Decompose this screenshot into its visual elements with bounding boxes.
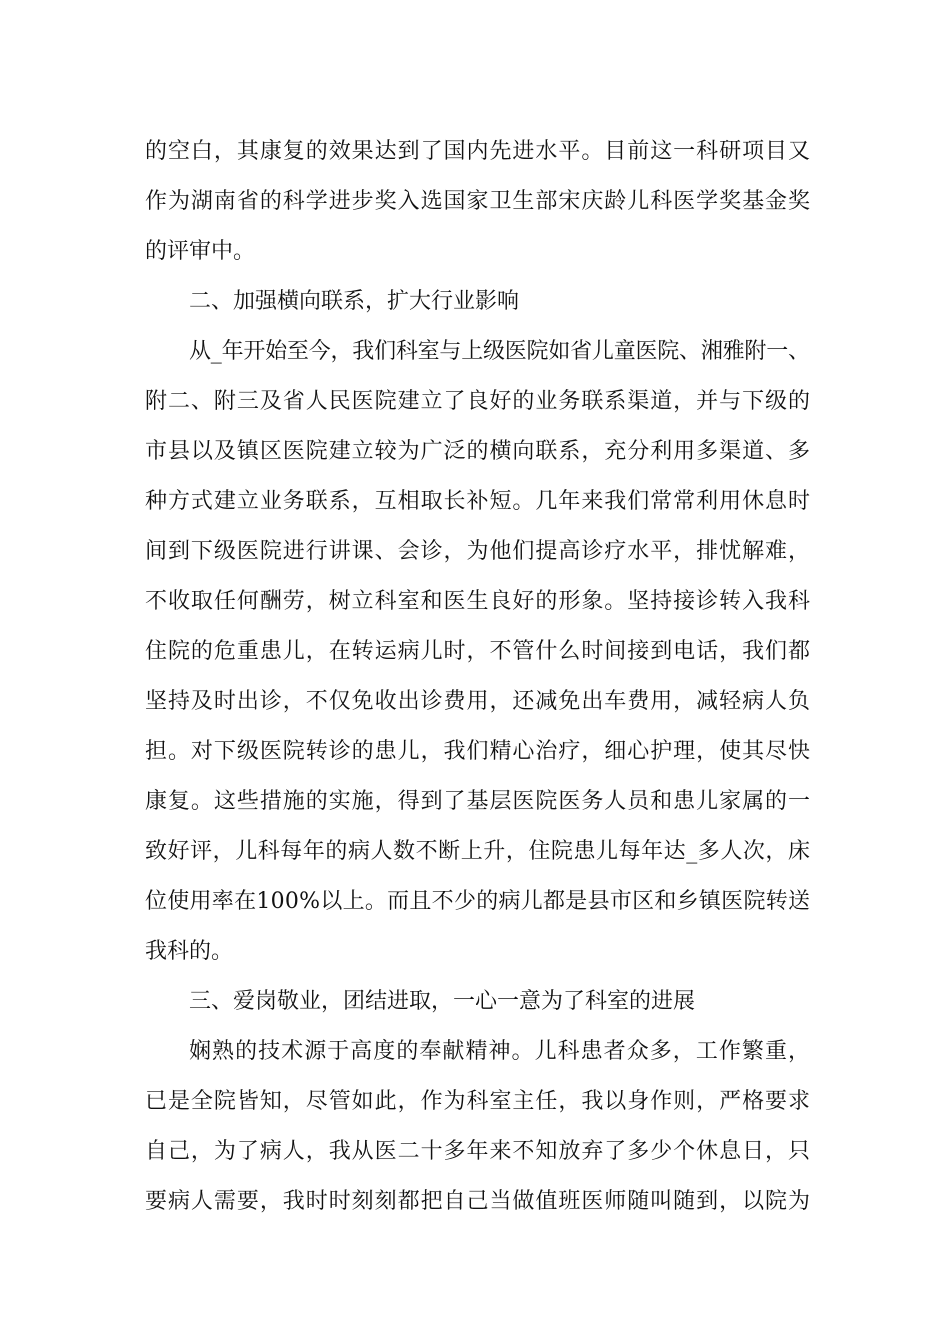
text-line-content: 担。对下级医院转诊的患儿，我们精心治疗，细心护理，使其尽快 [145,739,811,764]
text-line-content: 住院的危重患儿，在转运病儿时，不管什么时间接到电话，我们都 [145,639,811,664]
text-line-content: 三、爱岗敬业，团结进取，一心一意为了科室的进展 [189,989,696,1014]
text-line [145,127,810,177]
text-line [145,1177,810,1227]
text-line [145,177,810,227]
section-heading-line [145,277,810,327]
text-line [145,327,810,377]
text-line-content: 位使用率在100%以上。而且不少的病儿都是县市区和乡镇医院转送 [145,889,811,914]
body-text [145,127,810,1227]
text-line-content: 不收取任何酬劳，树立科室和医生良好的形象。坚持接诊转入我科 [145,589,811,614]
text-line-content: 的空白，其康复的效果达到了国内先进水平。目前这一科研项目又 [145,139,811,164]
text-line-content: 已是全院皆知，尽管如此，作为科室主任，我以身作则，严格要求 [145,1089,811,1114]
text-line-content: 附二、附三及省人民医院建立了良好的业务联系渠道，并与下级的 [145,389,811,414]
text-line [145,477,810,527]
text-line-content: 自己，为了病人，我从医二十多年来不知放弃了多少个休息日，只 [145,1139,811,1164]
text-line [145,527,810,577]
text-line-content: 坚持及时出诊，不仅免收出诊费用，还减免出车费用，减轻病人负 [145,689,811,714]
text-line [145,227,810,277]
text-line [145,777,810,827]
text-line-content: 娴熟的技术源于高度的奉献精神。儿科患者众多，工作繁重， [189,1039,812,1064]
text-line [145,577,810,627]
text-line-content: 二、加强横向联系，扩大行业影响 [189,289,520,314]
text-line [145,627,810,677]
text-line-content: 间到下级医院进行讲课、会诊，为他们提高诊疗水平，排忧解难， [145,539,811,564]
text-line [145,1127,810,1177]
text-line-content: 作为湖南省的科学进步奖入选国家卫生部宋庆龄儿科医学奖基金奖 [145,189,811,214]
text-line-content: 种方式建立业务联系，互相取长补短。几年来我们常常利用休息时 [145,489,811,514]
text-line-content: 要病人需要，我时时刻刻都把自己当做值班医师随叫随到，以院为 [145,1189,811,1214]
text-line [145,927,810,977]
section-heading-line [145,977,810,1027]
text-line [145,1027,810,1077]
text-line-content: 市县以及镇区医院建立较为广泛的横向联系，充分利用多渠道、多 [145,439,811,464]
text-line-content: 我科的。 [145,939,234,964]
text-line [145,877,810,927]
text-line [145,1077,810,1127]
text-line [145,427,810,477]
text-line [145,677,810,727]
text-line-content: 的评审中。 [145,239,256,264]
text-line-content: 致好评，儿科每年的病人数不断上升，住院患儿每年达_多人次，床 [145,839,811,864]
text-line-content: 从_年开始至今，我们科室与上级医院如省儿童医院、湘雅附一、 [189,339,810,364]
text-line [145,377,810,427]
text-line [145,827,810,877]
text-line [145,727,810,777]
text-line-content: 康复。这些措施的实施，得到了基层医院医务人员和患儿家属的一 [145,789,811,814]
